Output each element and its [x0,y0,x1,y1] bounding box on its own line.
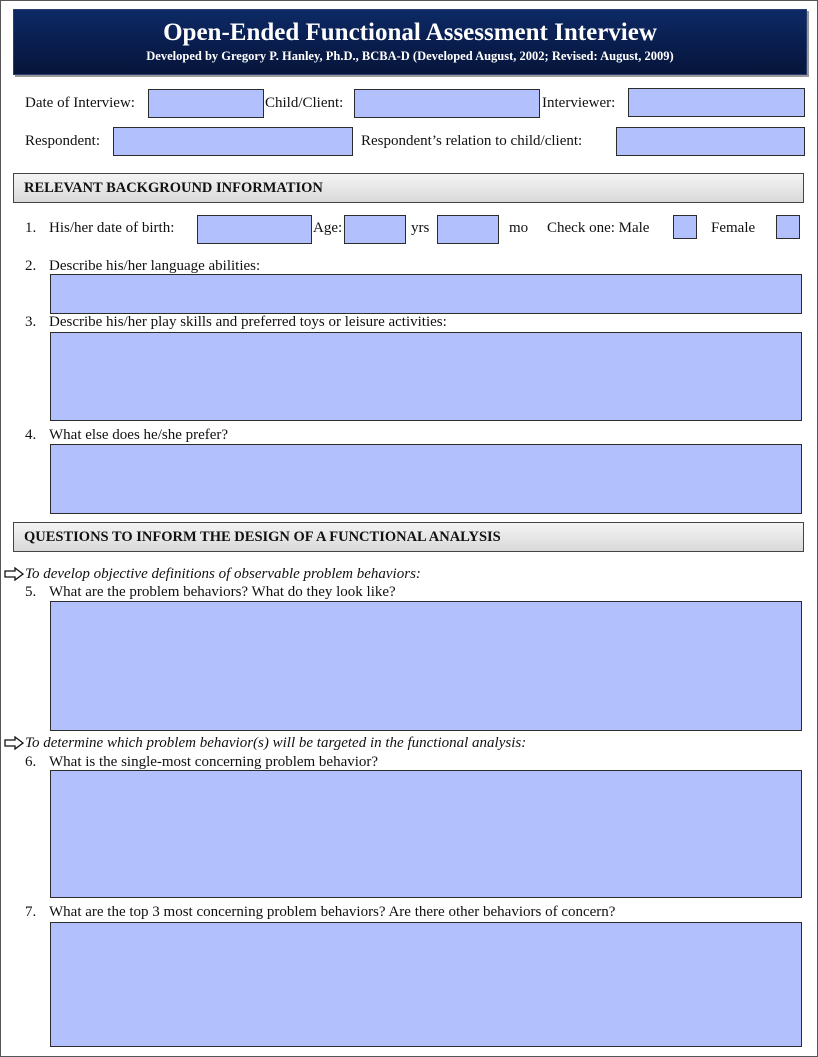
age-years-field[interactable] [344,215,406,244]
top-three-behaviors-field[interactable] [50,922,802,1047]
question-number: 4. [25,427,37,443]
right-arrow-icon [4,736,24,750]
target-behavior-intro: To determine which problem behavior(s) will be targeted in the functional analysis: [25,735,527,751]
section-header-functional-analysis: QUESTIONS TO INFORM THE DESIGN OF A FUNCTIONAL ANALYSIS [13,522,804,552]
respondent-relation-field[interactable] [616,127,805,156]
date-of-interview-field[interactable] [148,89,264,118]
language-abilities-label: Describe his/her language abilities: [49,258,261,274]
question-number: 2. [25,258,37,274]
date-of-interview-label: Date of Interview: [25,95,135,111]
language-abilities-field[interactable] [50,274,802,314]
respondent-label: Respondent: [25,133,100,149]
section-header-background: RELEVANT BACKGROUND INFORMATION [13,173,804,203]
years-label: yrs [411,220,430,236]
right-arrow-icon [4,567,24,581]
child-client-field[interactable] [354,89,540,118]
check-one-male-label: Check one: Male [547,220,650,236]
question-number: 7. [25,904,37,920]
age-label: Age: [313,220,343,236]
question-number: 3. [25,314,37,330]
preferences-label: What else does he/she prefer? [49,427,229,443]
most-concerning-behavior-field[interactable] [50,770,802,898]
dob-field[interactable] [197,215,312,244]
age-months-field[interactable] [437,215,499,244]
male-checkbox[interactable] [673,215,697,239]
problem-behaviors-field[interactable] [50,601,802,731]
question-number: 1. [25,220,37,236]
dob-label: His/her date of birth: [49,220,175,236]
most-concerning-behavior-label: What is the single-most concerning problem behavior? [49,754,379,770]
form-subtitle: Developed by Gregory P. Hanley, Ph.D., BCBA-D (Developed August, 2002; Revised: August, 2009) [146,49,674,63]
question-number: 5. [25,584,37,600]
preferences-field[interactable] [50,444,802,514]
female-checkbox[interactable] [776,215,800,239]
form-title: Open-Ended Functional Assessment Interview [163,19,657,46]
play-skills-label: Describe his/her play skills and preferred toys or leisure activities: [49,314,447,330]
respondent-field[interactable] [113,127,353,156]
respondent-relation-label: Respondent’s relation to child/client: [361,133,583,149]
interviewer-label: Interviewer: [542,95,616,111]
problem-behaviors-label: What are the problem behaviors? What do they look like? [49,584,396,600]
interviewer-field[interactable] [628,88,805,117]
play-skills-field[interactable] [50,332,802,421]
female-label: Female [711,220,756,236]
months-label: mo [509,220,529,236]
top-three-behaviors-label: What are the top 3 most concerning problem behaviors? Are there other behaviors of concern? [49,904,616,920]
child-client-label: Child/Client: [265,95,344,111]
objective-definitions-intro: To develop objective definitions of observable problem behaviors: [25,566,421,582]
question-number: 6. [25,754,37,770]
form-header [13,9,807,75]
